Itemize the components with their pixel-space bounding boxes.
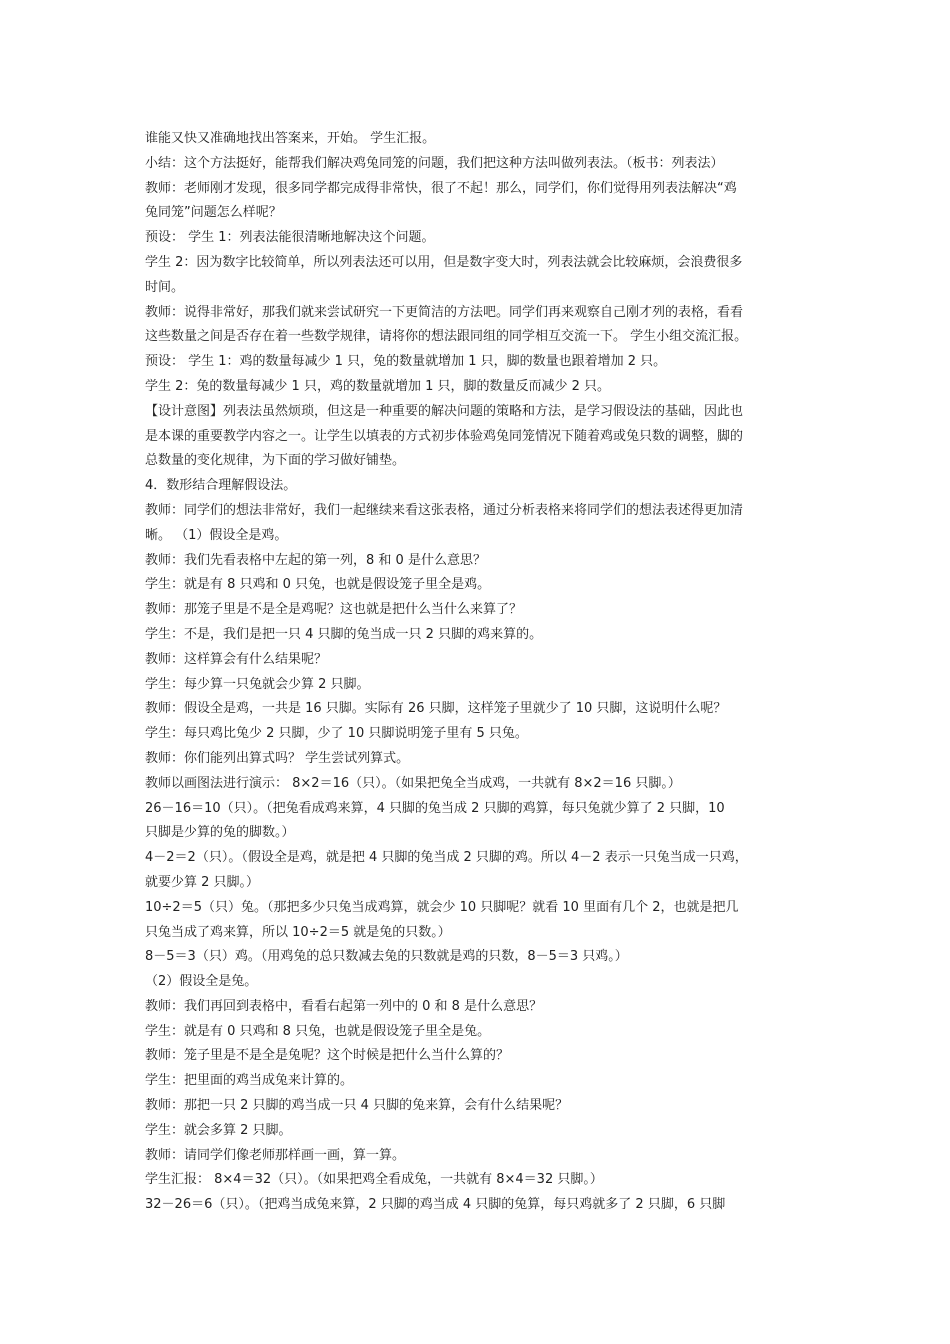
text-line: 教师：老师刚才发现，很多同学都完成得非常快，很了不起！那么，同学们，你们觉得用列表法解决“鸡	[145, 180, 737, 196]
text-line: 小结：这个方法挺好，能帮我们解决鸡兔同笼的问题，我们把这种方法叫做列表法。（板书：列表法）	[145, 155, 724, 171]
text-line: （2）假设全是兔。	[145, 974, 258, 990]
text-line: 就要少算 2 只脚。）	[145, 874, 260, 890]
text-line: 教师：我们再回到表格中，看看右起第一列中的 0 和 8 是什么意思？	[145, 998, 543, 1014]
text-line: 教师以画图法进行演示： 8×2＝16（只）。（如果把兔全当成鸡，一共就有 8×2＝16 只脚。）	[145, 775, 681, 791]
text-line: 兔同笼”问题怎么样呢？	[145, 205, 282, 221]
text-line: 只兔当成了鸡来算，所以 10÷2＝5 就是兔的只数。）	[145, 924, 451, 940]
text-line: 4．数形结合理解假设法。	[145, 478, 297, 494]
text-line: 是本课的重要教学内容之一。让学生以填表的方式初步体验鸡兔同笼情况下随着鸡或兔只数的调整，脚的	[145, 428, 744, 444]
text-line: 学生：就是有 0 只鸡和 8 只兔，也就是假设笼子里全是兔。	[145, 1023, 491, 1039]
text-line: 学生：把里面的鸡当成兔来计算的。	[145, 1073, 354, 1089]
text-line: 4－2＝2（只）。（假设全是鸡，就是把 4 只脚的兔当成 2 只脚的鸡。所以 4－2 表示一只兔当成一只鸡，	[145, 850, 748, 866]
text-line: 学生：就会多算 2 只脚。	[145, 1122, 292, 1138]
text-line: 只脚是少算的兔的脚数。）	[145, 825, 295, 841]
text-line: 教师：这样算会有什么结果呢？	[145, 651, 328, 667]
text-line: 学生：每只鸡比兔少 2 只脚，少了 10 只脚说明笼子里有 5 只兔。	[145, 726, 528, 742]
document-page	[145, 127, 825, 1218]
text-line: 教师：你们能列出算式吗？ 学生尝试列算式。	[145, 750, 410, 766]
text-line: 26－16＝10（只）。（把兔看成鸡来算，4 只脚的兔当成 2 只脚的鸡算，每只兔就少算了 2 只脚，10	[145, 800, 725, 816]
text-line: 学生 2：兔的数量每减少 1 只，鸡的数量就增加 1 只，脚的数量反而减少 2 只。	[145, 378, 611, 394]
text-line: 学生：不是，我们是把一只 4 只脚的兔当成一只 2 只脚的鸡来算的。	[145, 626, 543, 642]
text-line: 【设计意图】列表法虽然烦琐，但这是一种重要的解决问题的策略和方法，是学习假设法的基础，因此也	[145, 403, 744, 419]
text-line: 教师：那笼子里是不是全是鸡呢？这也就是把什么当什么来算了？	[145, 602, 523, 618]
text-line: 学生：就是有 8 只鸡和 0 只兔，也就是假设笼子里全是鸡。	[145, 577, 491, 593]
text-line: 预设： 学生 1：鸡的数量每减少 1 只，兔的数量就增加 1 只，脚的数量也跟着增加 2 只。	[145, 354, 667, 370]
text-line: 教师：那把一只 2 只脚的鸡当成一只 4 只脚的兔来算，会有什么结果呢？	[145, 1098, 569, 1114]
text-line: 这些数量之间是否存在着一些数学规律，请将你的想法跟同组的同学相互交流一下。 学生小组交流汇报。	[145, 329, 748, 345]
text-line: 谁能又快又准确地找出答案来，开始。 学生汇报。	[145, 131, 436, 146]
text-line: 预设： 学生 1：列表法能很清晰地解决这个问题。	[145, 230, 435, 246]
text-line: 10÷2＝5（只）兔。（那把多少只兔当成鸡算，就会少 10 只脚呢？就看 10 里面有几个 2，也就是把几	[145, 899, 739, 915]
text-line: 时间。	[145, 279, 185, 295]
text-line: 教师：说得非常好，那我们就来尝试研究一下更简洁的方法吧。同学们再来观察自己刚才列的表格，看看	[145, 304, 744, 320]
text-line: 教师：同学们的想法非常好，我们一起继续来看这张表格，通过分析表格来将同学们的想法表述得更加清	[145, 502, 744, 518]
text-line: 教师：我们先看表格中左起的第一列，8 和 0 是什么意思？	[145, 552, 486, 568]
text-line: 32－26＝6（只）。（把鸡当成兔来算，2 只脚的鸡当成 4 只脚的兔算，每只鸡就多了 2 只脚，6 只脚	[145, 1197, 726, 1213]
text-line: 教师：假设全是鸡，一共是 16 只脚。实际有 26 只脚，这样笼子里就少了 10 只脚，这说明什么呢？	[145, 701, 727, 717]
text-line: 学生汇报： 8×4＝32（只）。（如果把鸡全看成兔，一共就有 8×4＝32 只脚。）	[145, 1172, 603, 1188]
text-line: 教师：请同学们像老师那样画一画，算一算。	[145, 1147, 406, 1163]
text-line: 学生：每少算一只兔就会少算 2 只脚。	[145, 676, 370, 692]
text-line: 学生 2：因为数字比较简单，所以列表法还可以用，但是数字变大时，列表法就会比较麻烦，会浪费很多	[145, 254, 743, 270]
text-line: 总数量的变化规律，为下面的学习做好铺垫。	[145, 453, 406, 469]
text-line: 晰。 （1）假设全是鸡。	[145, 527, 288, 543]
text-line: 8－5＝3（只）鸡。（用鸡兔的总只数减去兔的只数就是鸡的只数，8－5＝3 只鸡。）	[145, 949, 628, 965]
text-line: 教师：笼子里是不是全是兔呢？这个时候是把什么当什么算的？	[145, 1048, 510, 1064]
